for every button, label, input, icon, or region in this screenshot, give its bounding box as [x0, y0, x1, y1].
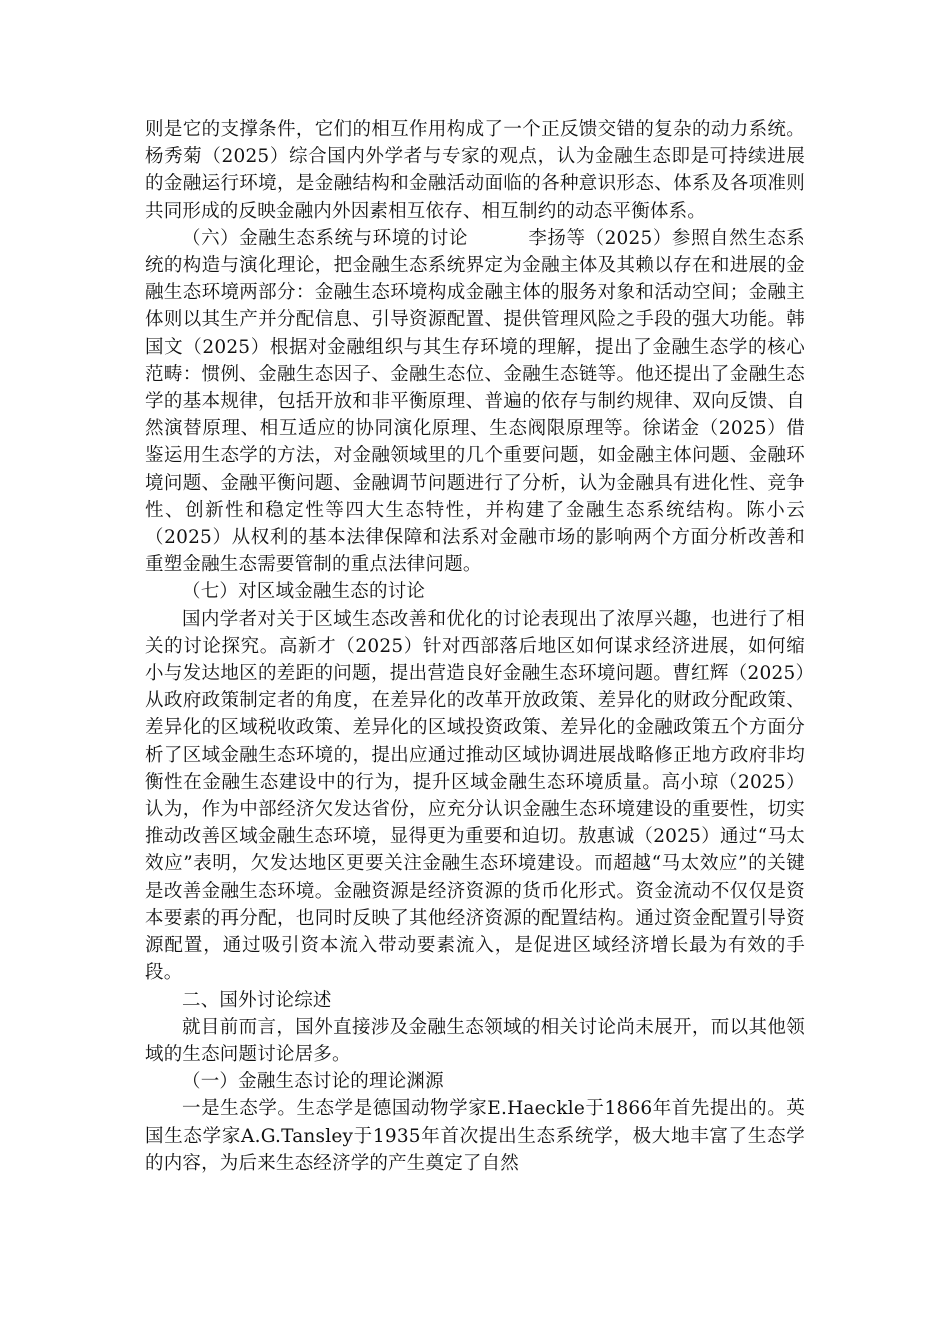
section-heading-6-line [145, 225, 805, 579]
document-body [145, 116, 805, 1177]
paragraph-2-start: 李扬等（2025）参照自然生态系统的构造与演化理论，把金融生态系统界定为金融主体及其赖以存在和进展的金融生态环境两部分：金融生态环境构成金融主体的服务对象和活动空间；金融主体则以其生产并分配信息、引导资源配置、提供管理风险之手段的强大功能。韩国文（2025）根据对金融组织与其生存环境的理解，提出了金融生态学的核心范畴：惯例、金融生态因子、金融生态位、金融生态链等。他还提出了金融生态学的基本规律，包括开放和非平衡原理、普遍的依存与制约规律、双向反馈、自然演替原理、相互适应的协同演化原理、生态阀限原理等。徐诺金（2025）借鉴运用生态学的方法，对金融领域里的几个重要问题，如金融主体问题、金融环境问题、金融平衡问题、金融调节问题进行了分析，认为金融具有进化性、竞争性、创新性和稳定性等四大生态特性，并构建了金融生态系统结构。陈小云（2025）从权利的基本法律保障和法系对金融市场的影响两个方面分析改善和重塑金融生态需要管制的重点法律问题。 [145, 227, 805, 576]
section-heading-foreign: 二、国外讨论综述 [182, 989, 332, 1011]
paragraph-3: 国内学者对关于区域生态改善和优化的讨论表现出了浓厚兴趣，也进行了相关的讨论探究。高新才（2025）针对西部落后地区如何谋求经济进展，如何缩小与发达地区的差距的问题，提出营造良好金融生态环境问题。曹红辉（2025）从政府政策制定者的角度，在差异化的改革开放政策、差异化的财政分配政策、差异化的区域税收政策、差异化的区域投资政策、差异化的金融政策五个方面分析了区域金融生态环境的，提出应通过推动区域协调进展战略修正地方政府非均衡性在金融生态建设中的行为，提升区域金融生态环境质量。高小琼（2025）认为，作为中部经济欠发达省份，应充分认识金融生态环境建设的重要性，切实推动改善区域金融生态环境，显得更为重要和迫切。敖惠诚（2025）通过“马太效应”表明，欠发达地区更要关注金融生态环境建设。而超越“马太效应”的关键是改善金融生态环境。金融资源是经济资源的货币化形式。资金流动不仅仅是资本要素的再分配，也同时反映了其他经济资源的配置结构。通过资金配置引导资源配置，通过吸引资本流入带动要素流入，是促进区域经济增长最为有效的手段。 [145, 608, 805, 984]
paragraph-5: 一是生态学。生态学是德国动物学家E.Haeckle于1866年首先提出的。英国生态学家A.G.Tansley于1935年首次提出生态系统学，极大地丰富了生态学的内容，为后来生态经济学的产生奠定了自然 [145, 1098, 805, 1174]
paragraph-1: 则是它的支撑条件，它们的相互作用构成了一个正反馈交错的复杂的动力系统。杨秀菊（2025）综合国内外学者与专家的观点，认为金融生态即是可持续进展的金融运行环境，是金融结构和金融活动面临的各种意识形态、体系及各项准则共同形成的反映金融内外因素相互依存、相互制约的动态平衡体系。 [145, 119, 805, 222]
section-heading-7: （七）对区域金融生态的讨论 [182, 581, 426, 603]
section-heading-6: （六）金融生态系统与环境的讨论 [182, 227, 468, 249]
section-heading-1: （一）金融生态讨论的理论渊源 [182, 1071, 444, 1093]
paragraph-4: 就目前而言，国外直接涉及金融生态领域的相关讨论尚未展开，而以其他领域的生态问题讨论居多。 [145, 1016, 805, 1065]
